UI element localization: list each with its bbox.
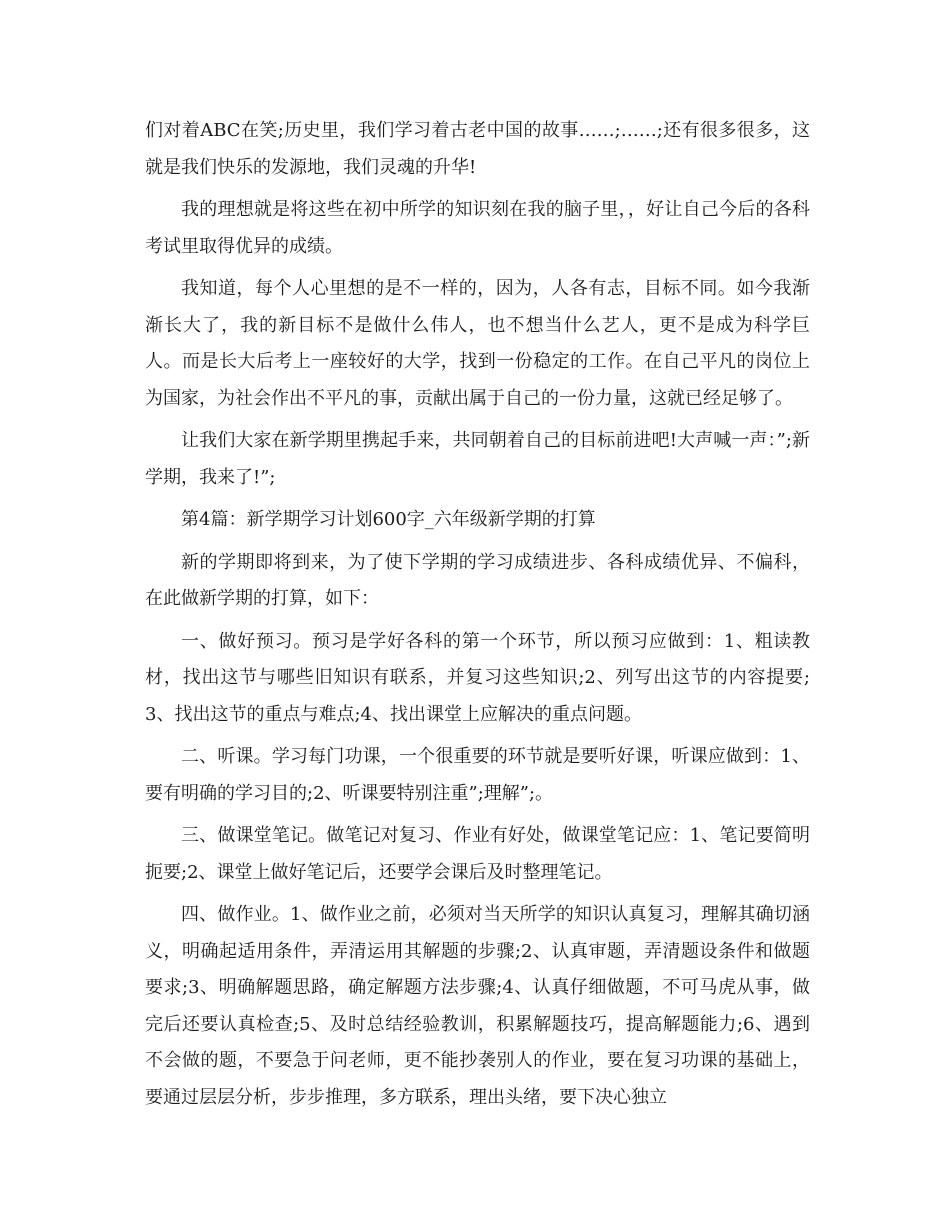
paragraph-3: 我知道，每个人心里想的是不一样的，因为，人各有志，目标不同。如今我渐渐长大了，我的新目标不是做什么伟人，也不想当什么艺人，更不是成为科学巨人。而是长大后考上一座较好的大学，找到一份稳定的工作。在自己平凡的岗位上为国家，为社会作出不平凡的事，贡献出属于自己的一份力量，这就已经足够了。: [145, 278, 810, 409]
paragraph-listening: 二、听课。学习每门功课，一个很重要的环节就是要听好课，听课应做到：1、要有明确的学习目的;2、听课要特别注重”;理解”;。: [145, 746, 810, 804]
paragraph-notes: 三、做课堂笔记。做笔记对复习、作业有好处，做课堂笔记应：1、笔记要简明扼要;2、课堂上做好笔记后，还要学会课后及时整理笔记。: [145, 825, 810, 883]
paragraph-homework: 四、做作业。1、做作业之前，必须对当天所学的知识认真复习，理解其确切涵义，明确起适用条件，弄清运用其解题的步骤;2、认真审题，弄清题设条件和做题要求;3、明确解题思路，确定解题方法步骤;4、认真仔细做题，不可马虎从事，做完后还要认真检查;5、及时总结经验教训，积累解题技巧，提高解题能力;6、遇到不会做的题，不要急于问老师，更不能抄袭别人的作业，要在复习功课的基础上，要通过层层分析，步步推理，多方联系，理出头绪，要下决心独立: [145, 904, 810, 1108]
section-heading: 第4篇：新学期学习计划600字_六年级新学期的打算: [181, 509, 596, 530]
document-body: [145, 113, 810, 1122]
paragraph-4: 让我们大家在新学期里携起手来，共同朝着自己的目标前进吧!大声喊一声：”;新学期，我来了!”;: [145, 430, 810, 488]
paragraph-1: 们对着ABC在笑;历史里，我们学习着古老中国的故事……;……;还有很多很多，这就是我们快乐的发源地，我们灵魂的升华!: [145, 120, 810, 178]
paragraph-2: 我的理想就是将这些在初中所学的知识刻在我的脑子里，，好让自己今后的各科考试里取得优异的成绩。: [145, 199, 810, 257]
paragraph-preview: 一、做好预习。预习是学好各科的第一个环节，所以预习应做到：1、粗读教材，找出这节与哪些旧知识有联系，并复习这些知识;2、列写出这节的内容提要;3、找出这节的重点与难点;4、找出课堂上应解决的重点问题。: [145, 630, 810, 725]
paragraph-6: 新的学期即将到来，为了使下学期的学习成绩进步、各科成绩优异、不偏科，在此做新学期的打算，如下：: [145, 551, 810, 609]
